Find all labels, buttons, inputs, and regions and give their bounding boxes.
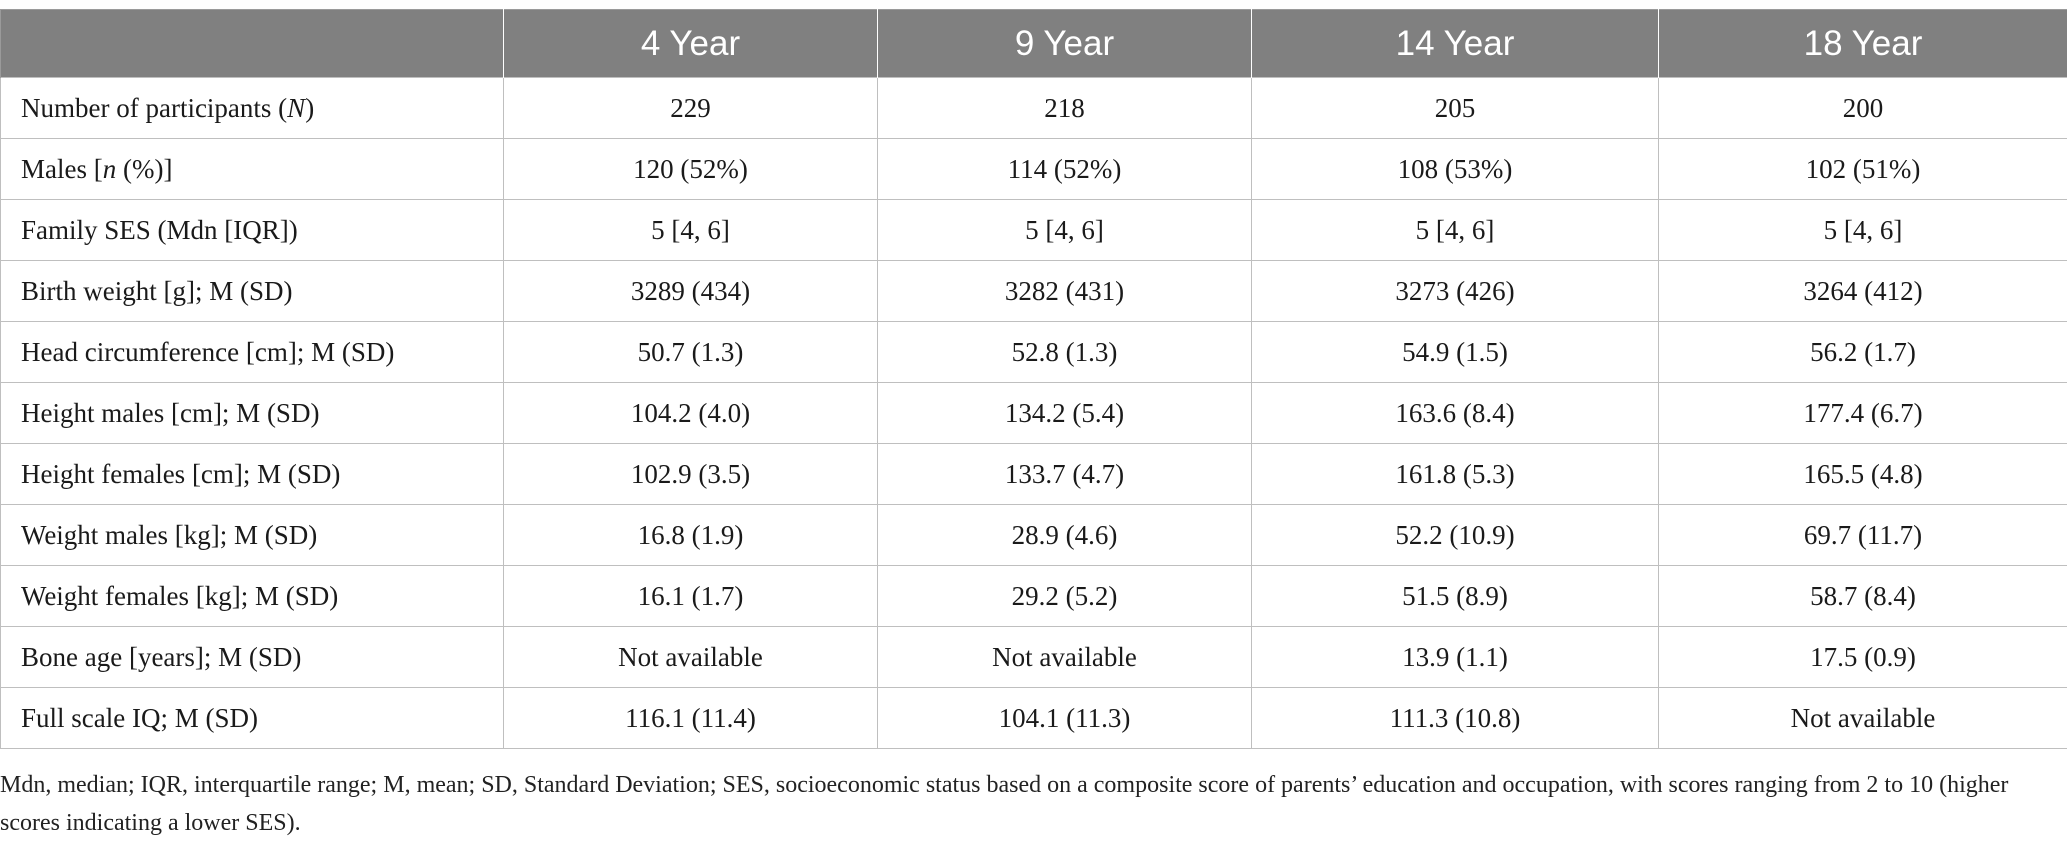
- table-cell: 3273 (426): [1252, 261, 1659, 322]
- table-cell: 102.9 (3.5): [504, 444, 878, 505]
- table-cell: 52.2 (10.9): [1252, 505, 1659, 566]
- table-cell: 29.2 (5.2): [878, 566, 1252, 627]
- row-label-text: Bone age [years]; M (SD): [21, 641, 302, 672]
- row-label: [1, 444, 504, 505]
- table-cell: Not available: [504, 627, 878, 688]
- row-label: [1, 261, 504, 322]
- row-label: [1, 688, 504, 749]
- header-cell-9-year: 9 Year: [878, 10, 1252, 78]
- row-label-text: Family SES (Mdn [IQR]): [21, 214, 298, 245]
- table-cell: 104.1 (11.3): [878, 688, 1252, 749]
- table-cell: 165.5 (4.8): [1659, 444, 2067, 505]
- table-cell: 120 (52%): [504, 139, 878, 200]
- table-cell: Not available: [1659, 688, 2067, 749]
- row-label: [1, 383, 504, 444]
- table-cell: 5 [4, 6]: [504, 200, 878, 261]
- table-cell: 116.1 (11.4): [504, 688, 878, 749]
- table-row: [1, 261, 2067, 322]
- table-cell: 56.2 (1.7): [1659, 322, 2067, 383]
- header-row: [1, 10, 2067, 78]
- row-label: [1, 139, 504, 200]
- table-cell: 3289 (434): [504, 261, 878, 322]
- table-cell: 69.7 (11.7): [1659, 505, 2067, 566]
- row-label: [1, 627, 504, 688]
- table-row: [1, 627, 2067, 688]
- table-cell: 54.9 (1.5): [1252, 322, 1659, 383]
- table-cell: 133.7 (4.7): [878, 444, 1252, 505]
- table-cell: 5 [4, 6]: [1252, 200, 1659, 261]
- row-label: [1, 322, 504, 383]
- header-cell-18-year: 18 Year: [1659, 10, 2067, 78]
- table-cell: 17.5 (0.9): [1659, 627, 2067, 688]
- table-cell: 200: [1659, 78, 2067, 139]
- row-label: [1, 200, 504, 261]
- table-cell: 111.3 (10.8): [1252, 688, 1659, 749]
- row-label-text: Weight males [kg]; M (SD): [21, 519, 318, 550]
- header-cell-4-year: 4 Year: [504, 10, 878, 78]
- table-cell: 16.1 (1.7): [504, 566, 878, 627]
- row-label-text: Birth weight [g]; M (SD): [21, 275, 293, 306]
- table-cell: 5 [4, 6]: [1659, 200, 2067, 261]
- table-cell: 102 (51%): [1659, 139, 2067, 200]
- table-cell: 205: [1252, 78, 1659, 139]
- row-label-text: Height males [cm]; M (SD): [21, 397, 320, 428]
- table-row: [1, 505, 2067, 566]
- row-label-suffix: ): [305, 92, 315, 123]
- table-cell: 13.9 (1.1): [1252, 627, 1659, 688]
- table-cell: 134.2 (5.4): [878, 383, 1252, 444]
- table-row: [1, 78, 2067, 139]
- row-label-text: Males [: [21, 153, 103, 184]
- header-cell-blank: [1, 10, 504, 78]
- row-label: [1, 505, 504, 566]
- table-cell: 5 [4, 6]: [878, 200, 1252, 261]
- table-cell: 163.6 (8.4): [1252, 383, 1659, 444]
- participant-characteristics-table: [0, 9, 2067, 749]
- table-cell: 58.7 (8.4): [1659, 566, 2067, 627]
- table-row: [1, 566, 2067, 627]
- table-cell: 51.5 (8.9): [1252, 566, 1659, 627]
- table-cell: 104.2 (4.0): [504, 383, 878, 444]
- table-cell: 114 (52%): [878, 139, 1252, 200]
- table-cell: 52.8 (1.3): [878, 322, 1252, 383]
- table-header: [1, 10, 2067, 78]
- table-footnote: Mdn, median; IQR, interquartile range; M, mean; SD, Standard Deviation; SES, socioeconomic status based on a composite score of parents’ education and occupation, with scores ranging from 2 to 10 (higher scores indicating a lower SES).: [0, 772, 2009, 836]
- table-body: [1, 78, 2067, 749]
- table-row: [1, 444, 2067, 505]
- table-cell: 218: [878, 78, 1252, 139]
- table-cell: 50.7 (1.3): [504, 322, 878, 383]
- table-cell: 28.9 (4.6): [878, 505, 1252, 566]
- row-label: [1, 566, 504, 627]
- table-cell: 177.4 (6.7): [1659, 383, 2067, 444]
- table-cell: 229: [504, 78, 878, 139]
- table-cell: 3264 (412): [1659, 261, 2067, 322]
- table-row: [1, 200, 2067, 261]
- table-cell: 16.8 (1.9): [504, 505, 878, 566]
- table-cell: 161.8 (5.3): [1252, 444, 1659, 505]
- table-row: [1, 139, 2067, 200]
- table-row: [1, 688, 2067, 749]
- header-cell-14-year: 14 Year: [1252, 10, 1659, 78]
- table-cell: 3282 (431): [878, 261, 1252, 322]
- table-row: [1, 322, 2067, 383]
- row-label-text: Number of participants (: [21, 92, 288, 123]
- table-row: [1, 383, 2067, 444]
- table-cell: 108 (53%): [1252, 139, 1659, 200]
- row-label: [1, 78, 504, 139]
- table-cell: Not available: [878, 627, 1252, 688]
- row-label-italic: n: [102, 153, 117, 184]
- row-label-italic: N: [287, 92, 306, 123]
- row-label-text: Head circumference [cm]; M (SD): [21, 336, 395, 367]
- row-label-text: Height females [cm]; M (SD): [21, 458, 341, 489]
- row-label-text: Full scale IQ; M (SD): [21, 702, 258, 733]
- row-label-text: Weight females [kg]; M (SD): [21, 580, 339, 611]
- row-label-suffix: (%)]: [116, 153, 173, 184]
